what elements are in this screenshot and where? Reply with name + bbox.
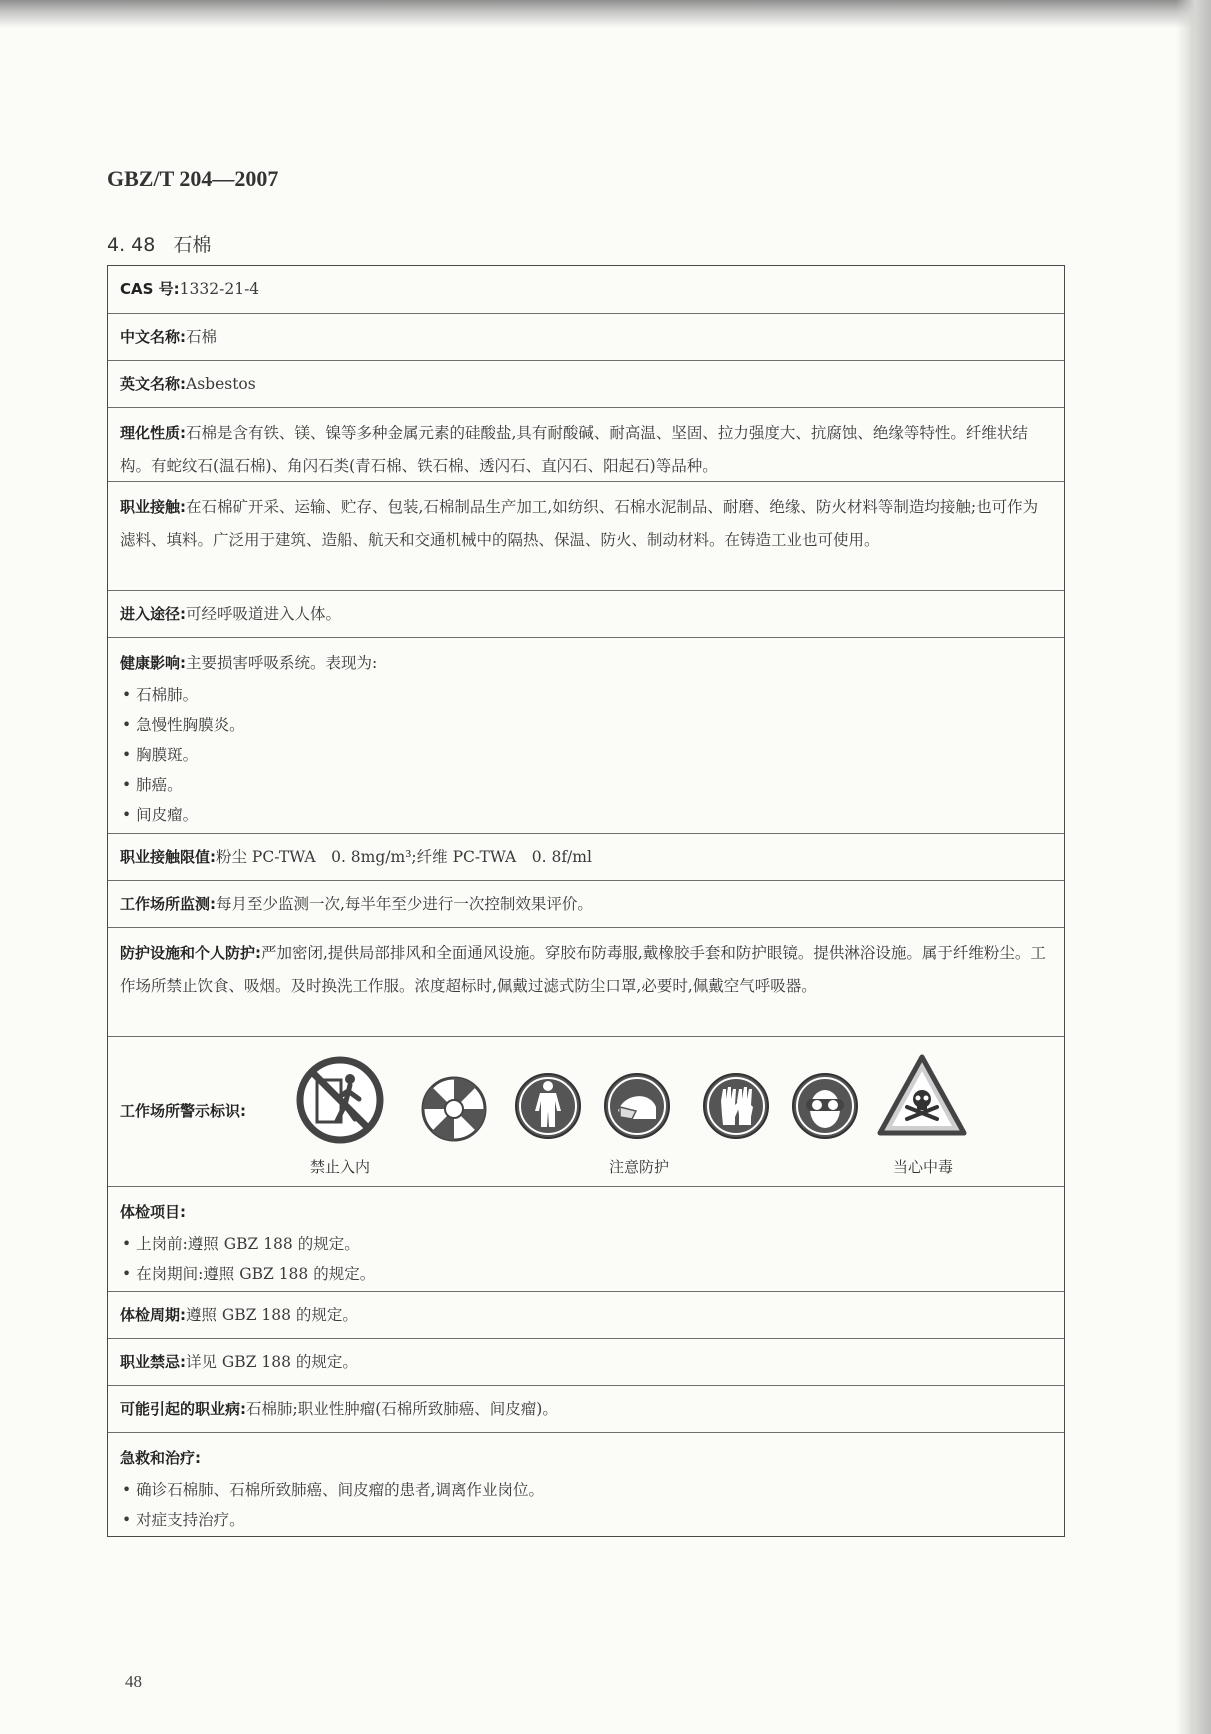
cn-name-label: 中文名称: bbox=[120, 327, 186, 346]
dust-hazard-icon bbox=[420, 1075, 488, 1143]
exam-items-label: 体检项目: bbox=[120, 1203, 186, 1221]
health-item: • 急慢性胸膜炎。 bbox=[120, 710, 1052, 740]
row-monitoring bbox=[108, 880, 1064, 927]
row-exposure bbox=[108, 481, 1064, 590]
health-item: • 胸膜斑。 bbox=[120, 740, 1052, 770]
limit-value: 粉尘 PC-TWA 0. 8mg/m³;纤维 PC-TWA 0. 8f/ml bbox=[216, 847, 592, 866]
protective-clothing-icon bbox=[513, 1071, 583, 1141]
section-title: 石棉 bbox=[173, 234, 212, 256]
row-contraindication bbox=[108, 1338, 1064, 1385]
row-exam-cycle bbox=[108, 1291, 1064, 1338]
health-item: • 肺癌。 bbox=[120, 770, 1052, 800]
no-entry-caption: 禁止入内 bbox=[309, 1158, 371, 1176]
disease-label: 可能引起的职业病: bbox=[120, 1399, 246, 1418]
row-route bbox=[108, 590, 1064, 637]
info-table bbox=[107, 265, 1065, 1537]
protection-value: 严加密闭,提供局部排风和全面通风设施。穿胶布防毒服,戴橡胶手套和防护眼镜。提供淋浴设施。属于纤维粉尘。工作场所禁止饮食、吸烟。及时换洗工作服。浓度超标时,佩戴过滤式防尘口罩,必要时,佩戴空气呼吸器。 bbox=[120, 944, 1046, 995]
standard-code: GBZ/T 204—2007 bbox=[107, 166, 279, 191]
cas-value: 1332-21-4 bbox=[179, 280, 260, 298]
protection-label: 防护设施和个人防护: bbox=[120, 944, 261, 962]
first-aid-label: 急救和治疗: bbox=[120, 1449, 201, 1467]
scan-right-shadow bbox=[1176, 0, 1211, 1734]
scan-top-shadow bbox=[0, 0, 1211, 28]
row-disease bbox=[108, 1385, 1064, 1432]
exam-item: • 上岗前:遵照 GBZ 188 的规定。 bbox=[120, 1229, 1052, 1259]
exam-item: • 在岗期间:遵照 GBZ 188 的规定。 bbox=[120, 1259, 1052, 1289]
first-aid-item: • 对症支持治疗。 bbox=[120, 1505, 1052, 1535]
cas-label: CAS 号: bbox=[120, 280, 180, 298]
exam-cycle-label: 体检周期: bbox=[120, 1305, 186, 1324]
row-health bbox=[108, 637, 1064, 833]
contraindication-value: 详见 GBZ 188 的规定。 bbox=[186, 1352, 358, 1371]
row-cas bbox=[108, 266, 1064, 313]
properties-label: 理化性质: bbox=[120, 424, 186, 442]
protect-caption: 注意防护 bbox=[608, 1158, 670, 1176]
signs-label: 工作场所警示标识: bbox=[120, 1102, 246, 1120]
route-value: 可经呼吸道进入人体。 bbox=[186, 604, 342, 623]
health-label: 健康影响: bbox=[120, 654, 186, 672]
row-cn-name bbox=[108, 313, 1064, 360]
monitoring-value: 每月至少监测一次,每半年至少进行一次控制效果评价。 bbox=[216, 894, 593, 913]
row-warning-signs bbox=[108, 1036, 1064, 1186]
route-label: 进入途径: bbox=[120, 604, 186, 623]
health-item: • 石棉肺。 bbox=[120, 680, 1052, 710]
limit-label: 职业接触限值: bbox=[120, 847, 216, 866]
disease-value: 石棉肺;职业性肿瘤(石棉所致肺癌、间皮瘤)。 bbox=[246, 1399, 558, 1418]
monitoring-label: 工作场所监测: bbox=[120, 894, 216, 913]
exam-cycle-value: 遵照 GBZ 188 的规定。 bbox=[186, 1305, 358, 1324]
first-aid-item: • 确诊石棉肺、石棉所致肺癌、间皮瘤的患者,调离作业岗位。 bbox=[120, 1475, 1052, 1505]
gloves-icon bbox=[701, 1071, 771, 1141]
health-item: • 间皮瘤。 bbox=[120, 800, 1052, 830]
exposure-label: 职业接触: bbox=[120, 498, 186, 516]
exposure-value: 在石棉矿开采、运输、贮存、包装,石棉制品生产加工,如纺织、石棉水泥制品、耐磨、绝缘、防火材料等制造均接触;也可作为滤料、填料。广泛用于建筑、造船、航天和交通机械中的隔热、保温、防火、制动材料。在铸造工业也可使用。 bbox=[120, 498, 1039, 549]
contraindication-label: 职业禁忌: bbox=[120, 1352, 186, 1371]
row-properties bbox=[108, 407, 1064, 481]
toxic-warning-icon bbox=[876, 1053, 968, 1139]
toxic-caption: 当心中毒 bbox=[892, 1158, 954, 1176]
row-protection bbox=[108, 927, 1064, 1036]
row-exam-items bbox=[108, 1186, 1064, 1291]
en-name-label: 英文名称: bbox=[120, 374, 186, 393]
row-limit bbox=[108, 833, 1064, 880]
en-name-value: Asbestos bbox=[186, 374, 256, 393]
section-number: 4. 48 bbox=[107, 234, 156, 256]
no-entry-icon bbox=[295, 1055, 385, 1145]
row-en-name bbox=[108, 360, 1064, 407]
section-heading bbox=[107, 230, 211, 257]
row-first-aid bbox=[108, 1432, 1064, 1536]
health-value: 主要损害呼吸系统。表现为: bbox=[186, 654, 378, 672]
page-number: 48 bbox=[125, 1672, 142, 1691]
properties-value: 石棉是含有铁、镁、镍等多种金属元素的硅酸盐,具有耐酸碱、耐高温、坚固、拉力强度大、抗腐蚀、绝缘等特性。纤维状结构。有蛇纹石(温石棉)、角闪石类(青石棉、铁石棉、透闪石、直闪石、阳起石)等品种。 bbox=[120, 424, 1028, 475]
cn-name-value: 石棉 bbox=[186, 327, 218, 346]
goggles-icon bbox=[790, 1071, 860, 1141]
respirator-icon bbox=[602, 1071, 672, 1141]
